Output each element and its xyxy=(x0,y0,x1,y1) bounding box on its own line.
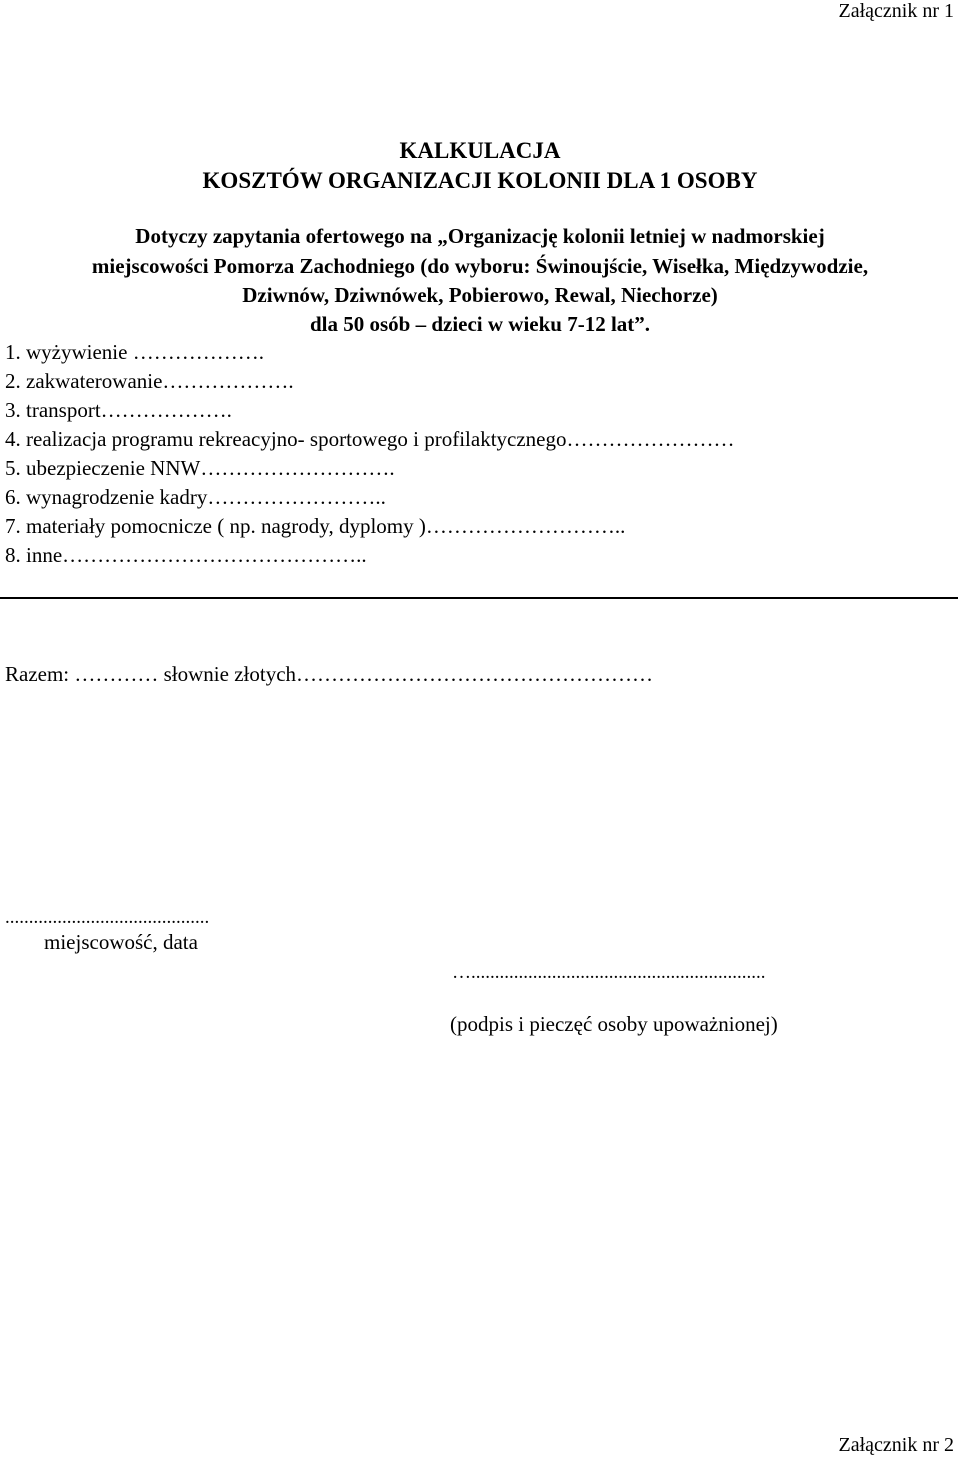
cost-item-other: 8. inne…………………………………….. xyxy=(5,543,367,567)
place-date-dots: ........................................... xyxy=(5,907,210,928)
cost-item-materials: 7. materiały pomocnicze ( np. nagrody, dyplomy )……………………….. xyxy=(5,514,626,538)
signature-label: (podpis i pieczęć osoby upoważnionej) xyxy=(450,1012,778,1036)
document-subtitle: KOSZTÓW ORGANIZACJI KOLONII DLA 1 OSOBY xyxy=(202,168,758,193)
attachment-label-top: Załącznik nr 1 xyxy=(838,0,954,22)
subject-line-4: dla 50 osób – dzieci w wieku 7-12 lat”. xyxy=(309,312,651,336)
cost-item-insurance: 5. ubezpieczenie NNW………………………. xyxy=(5,456,395,480)
cost-item-accommodation: 2. zakwaterowanie………………. xyxy=(5,369,294,393)
subject-line-1: Dotyczy zapytania ofertowego na „Organizację kolonii letniej w nadmorskiej xyxy=(135,224,825,248)
cost-item-food: 1. wyżywienie ………………. xyxy=(5,340,264,364)
total-line: Razem: ………… słownie złotych…………………………………………… xyxy=(5,662,654,686)
cost-item-transport: 3. transport………………. xyxy=(5,398,232,422)
divider-line xyxy=(0,597,958,599)
subject-line-3: Dziwnów, Dziwnówek, Pobierowo, Rewal, Niechorze) xyxy=(242,283,718,307)
cost-item-program: 4. realizacja programu rekreacyjno- sportowego i profilaktycznego…………………… xyxy=(5,427,735,451)
place-date-label: miejscowość, data xyxy=(44,930,198,954)
cost-item-staff-salary: 6. wynagrodzenie kadry…………………….. xyxy=(5,485,386,509)
subject-line-2: miejscowości Pomorza Zachodniego (do wyboru: Świnoujście, Wisełka, Międzywodzie, xyxy=(91,254,869,278)
signature-dots: ….............................................................. xyxy=(452,962,766,983)
document-title: KALKULACJA xyxy=(399,138,561,163)
attachment-label-bottom: Załącznik nr 2 xyxy=(838,1434,954,1456)
